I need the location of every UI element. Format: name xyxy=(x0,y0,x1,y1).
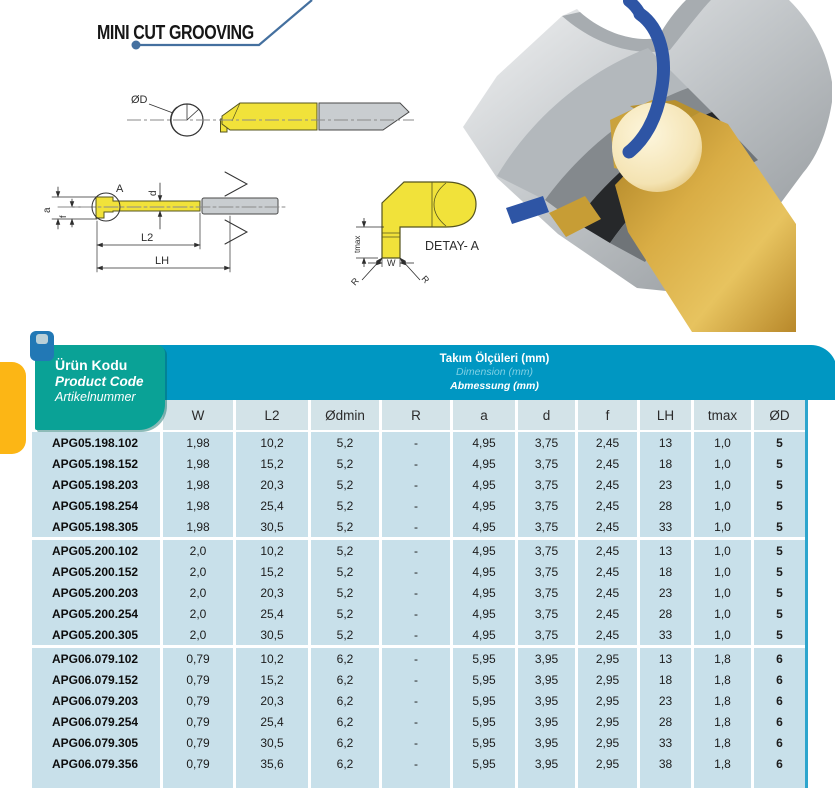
value-cell-tmax: 1,0 xyxy=(694,432,751,453)
value-cell-dmin: 5,2 xyxy=(311,495,379,516)
value-cell-d: 3,95 xyxy=(518,753,575,774)
value-cell-w: 2,0 xyxy=(163,582,233,603)
value-cell-l2: 10,2 xyxy=(236,432,308,453)
value-cell-lh: 23 xyxy=(640,690,691,711)
value-cell-tmax: 1,0 xyxy=(694,495,751,516)
value-cell-f: 2,45 xyxy=(578,540,637,561)
filler-cell xyxy=(32,774,160,788)
value-cell-l2: 20,3 xyxy=(236,474,308,495)
value-cell-d: 3,75 xyxy=(518,516,575,537)
value-cell-w: 2,0 xyxy=(163,561,233,582)
value-cell-d: 6 xyxy=(754,753,805,774)
value-cell-w: 0,79 xyxy=(163,753,233,774)
value-cell-lh: 28 xyxy=(640,711,691,732)
value-cell-d: 5 xyxy=(754,540,805,561)
value-cell-w: 0,79 xyxy=(163,732,233,753)
r-dim-label-right: R xyxy=(419,273,432,286)
value-cell-a: 5,95 xyxy=(453,711,515,732)
value-cell-dmin: 6,2 xyxy=(311,732,379,753)
column-header-lh: LH xyxy=(640,400,691,430)
orange-side-tab xyxy=(0,362,26,454)
value-cell-a: 4,95 xyxy=(453,582,515,603)
value-cell-l2: 10,2 xyxy=(236,540,308,561)
value-cell-lh: 23 xyxy=(640,582,691,603)
value-cell-w: 1,98 xyxy=(163,453,233,474)
tmax-dim-label: tmax xyxy=(353,235,362,253)
value-cell-dmin: 5,2 xyxy=(311,432,379,453)
value-cell-d: 3,75 xyxy=(518,432,575,453)
value-cell-l2: 25,4 xyxy=(236,711,308,732)
value-cell-f: 2,95 xyxy=(578,690,637,711)
value-cell-f: 2,95 xyxy=(578,711,637,732)
tool-side-view xyxy=(127,94,414,136)
table-row xyxy=(32,624,805,645)
table-row xyxy=(32,732,805,753)
value-cell-w: 2,0 xyxy=(163,624,233,645)
product-code: APG06.079.356 xyxy=(32,753,160,774)
d-dim-label: d xyxy=(148,190,159,196)
value-cell-r: - xyxy=(382,453,450,474)
value-cell-a: 4,95 xyxy=(453,474,515,495)
product-code-header xyxy=(35,345,165,430)
value-cell-d: 5 xyxy=(754,582,805,603)
filler-cell xyxy=(518,774,575,788)
table-row xyxy=(32,453,805,474)
column-header-a: a xyxy=(453,400,515,430)
value-cell-r: - xyxy=(382,432,450,453)
value-cell-f: 2,45 xyxy=(578,516,637,537)
table-row xyxy=(32,603,805,624)
od-label: ØD xyxy=(131,94,148,106)
table-row xyxy=(32,540,805,561)
value-cell-d: 3,95 xyxy=(518,732,575,753)
value-cell-l2: 25,4 xyxy=(236,495,308,516)
value-cell-d: 6 xyxy=(754,711,805,732)
value-cell-lh: 18 xyxy=(640,561,691,582)
value-cell-a: 5,95 xyxy=(453,669,515,690)
value-cell-a: 4,95 xyxy=(453,453,515,474)
value-cell-a: 4,95 xyxy=(453,540,515,561)
value-cell-d: 6 xyxy=(754,732,805,753)
value-cell-f: 2,45 xyxy=(578,432,637,453)
value-cell-d: 5 xyxy=(754,453,805,474)
value-cell-r: - xyxy=(382,474,450,495)
value-cell-tmax: 1,8 xyxy=(694,753,751,774)
value-cell-l2: 20,3 xyxy=(236,582,308,603)
value-cell-tmax: 1,8 xyxy=(694,732,751,753)
value-cell-d: 5 xyxy=(754,603,805,624)
product-code: APG06.079.203 xyxy=(32,690,160,711)
value-cell-r: - xyxy=(382,624,450,645)
value-cell-d: 3,95 xyxy=(518,669,575,690)
value-cell-lh: 33 xyxy=(640,624,691,645)
value-cell-dmin: 6,2 xyxy=(311,669,379,690)
value-cell-l2: 35,6 xyxy=(236,753,308,774)
column-header-l2: L2 xyxy=(236,400,308,430)
value-cell-lh: 13 xyxy=(640,540,691,561)
value-cell-tmax: 1,0 xyxy=(694,561,751,582)
value-cell-dmin: 5,2 xyxy=(311,540,379,561)
table-right-border xyxy=(805,400,808,788)
filler-cell xyxy=(578,774,637,788)
product-code-header-en: Product Code xyxy=(55,373,144,389)
value-cell-d: 5 xyxy=(754,624,805,645)
value-cell-dmin: 6,2 xyxy=(311,753,379,774)
value-cell-a: 4,95 xyxy=(453,432,515,453)
product-table xyxy=(32,335,812,788)
bookmark-icon xyxy=(30,331,54,361)
value-cell-l2: 30,5 xyxy=(236,516,308,537)
value-cell-d: 5 xyxy=(754,561,805,582)
value-cell-a: 5,95 xyxy=(453,648,515,669)
value-cell-w: 1,98 xyxy=(163,516,233,537)
table-row xyxy=(32,561,805,582)
value-cell-tmax: 1,8 xyxy=(694,711,751,732)
value-cell-lh: 13 xyxy=(640,648,691,669)
filler-cell xyxy=(754,774,805,788)
value-cell-d: 6 xyxy=(754,690,805,711)
lh-dim-label: LH xyxy=(155,255,170,267)
filler-cell xyxy=(311,774,379,788)
product-code: APG05.198.254 xyxy=(32,495,160,516)
filler-cell xyxy=(382,774,450,788)
product-code: APG06.079.152 xyxy=(32,669,160,690)
filler-cell xyxy=(694,774,751,788)
value-cell-r: - xyxy=(382,561,450,582)
f-dim-label: f xyxy=(58,215,68,218)
value-cell-r: - xyxy=(382,603,450,624)
value-cell-dmin: 5,2 xyxy=(311,516,379,537)
value-cell-dmin: 5,2 xyxy=(311,603,379,624)
callout-a-label: A xyxy=(116,183,124,195)
column-header-f: f xyxy=(578,400,637,430)
value-cell-d: 3,75 xyxy=(518,540,575,561)
value-cell-r: - xyxy=(382,669,450,690)
value-cell-f: 2,45 xyxy=(578,453,637,474)
value-cell-a: 4,95 xyxy=(453,495,515,516)
value-cell-tmax: 1,0 xyxy=(694,453,751,474)
product-code: APG05.198.203 xyxy=(32,474,160,495)
value-cell-l2: 25,4 xyxy=(236,603,308,624)
value-cell-tmax: 1,0 xyxy=(694,474,751,495)
product-code: APG05.200.254 xyxy=(32,603,160,624)
value-cell-d: 3,75 xyxy=(518,624,575,645)
value-cell-f: 2,45 xyxy=(578,561,637,582)
value-cell-f: 2,45 xyxy=(578,495,637,516)
value-cell-lh: 33 xyxy=(640,516,691,537)
value-cell-dmin: 6,2 xyxy=(311,711,379,732)
product-code-header-tr: Ürün Kodu xyxy=(55,357,128,373)
dimensions-header-en: Dimension (mm) xyxy=(455,366,533,379)
table-filler-row xyxy=(32,774,805,788)
value-cell-d: 3,75 xyxy=(518,603,575,624)
value-cell-tmax: 1,8 xyxy=(694,690,751,711)
value-cell-lh: 23 xyxy=(640,474,691,495)
table-row xyxy=(32,516,805,537)
value-cell-d: 6 xyxy=(754,669,805,690)
value-cell-w: 2,0 xyxy=(163,603,233,624)
column-header-d: d xyxy=(518,400,575,430)
column-header-tmax: tmax xyxy=(694,400,751,430)
value-cell-d: 5 xyxy=(754,495,805,516)
product-code: APG06.079.102 xyxy=(32,648,160,669)
table-row xyxy=(32,582,805,603)
value-cell-lh: 13 xyxy=(640,432,691,453)
product-code: APG05.200.102 xyxy=(32,540,160,561)
value-cell-d: 6 xyxy=(754,648,805,669)
value-cell-f: 2,45 xyxy=(578,624,637,645)
value-cell-r: - xyxy=(382,648,450,669)
value-cell-d: 3,75 xyxy=(518,453,575,474)
value-cell-lh: 38 xyxy=(640,753,691,774)
value-cell-tmax: 1,0 xyxy=(694,540,751,561)
filler-cell xyxy=(163,774,233,788)
product-code: APG05.200.305 xyxy=(32,624,160,645)
value-cell-lh: 18 xyxy=(640,453,691,474)
value-cell-tmax: 1,0 xyxy=(694,582,751,603)
value-cell-d: 5 xyxy=(754,516,805,537)
value-cell-f: 2,45 xyxy=(578,474,637,495)
value-cell-a: 5,95 xyxy=(453,753,515,774)
table-row xyxy=(32,648,805,669)
value-cell-f: 2,95 xyxy=(578,669,637,690)
table-row xyxy=(32,690,805,711)
value-cell-a: 4,95 xyxy=(453,516,515,537)
3d-render xyxy=(450,0,835,335)
value-cell-d: 3,95 xyxy=(518,711,575,732)
value-cell-l2: 15,2 xyxy=(236,453,308,474)
table-row xyxy=(32,711,805,732)
value-cell-tmax: 1,0 xyxy=(694,516,751,537)
r-dim-label-left: R xyxy=(349,275,361,288)
value-cell-w: 1,98 xyxy=(163,495,233,516)
tool-dimension-view xyxy=(42,172,285,272)
value-cell-dmin: 5,2 xyxy=(311,474,379,495)
value-cell-lh: 33 xyxy=(640,732,691,753)
filler-cell xyxy=(640,774,691,788)
dimensions-header-de: Abmessung (mm) xyxy=(450,379,539,392)
page-title: MINI CUT GROOVING xyxy=(97,22,254,44)
value-cell-w: 1,98 xyxy=(163,474,233,495)
value-cell-lh: 28 xyxy=(640,495,691,516)
value-cell-l2: 15,2 xyxy=(236,669,308,690)
product-code-header-de: Artikelnummer xyxy=(55,389,136,404)
product-code: APG06.079.305 xyxy=(32,732,160,753)
value-cell-f: 2,95 xyxy=(578,648,637,669)
value-cell-d: 5 xyxy=(754,432,805,453)
value-cell-a: 4,95 xyxy=(453,603,515,624)
value-cell-dmin: 5,2 xyxy=(311,561,379,582)
value-cell-tmax: 1,0 xyxy=(694,624,751,645)
value-cell-tmax: 1,0 xyxy=(694,603,751,624)
value-cell-w: 0,79 xyxy=(163,711,233,732)
table-row xyxy=(32,495,805,516)
value-cell-r: - xyxy=(382,690,450,711)
product-code: APG06.079.254 xyxy=(32,711,160,732)
value-cell-dmin: 5,2 xyxy=(311,624,379,645)
value-cell-d: 3,95 xyxy=(518,690,575,711)
value-cell-dmin: 5,2 xyxy=(311,453,379,474)
value-cell-tmax: 1,8 xyxy=(694,648,751,669)
value-cell-w: 0,79 xyxy=(163,690,233,711)
value-cell-d: 3,95 xyxy=(518,648,575,669)
table-row xyxy=(32,432,805,453)
value-cell-d: 3,75 xyxy=(518,582,575,603)
value-cell-r: - xyxy=(382,732,450,753)
value-cell-r: - xyxy=(382,711,450,732)
value-cell-r: - xyxy=(382,753,450,774)
value-cell-w: 2,0 xyxy=(163,540,233,561)
l2-dim-label: L2 xyxy=(141,232,154,244)
product-code: APG05.198.305 xyxy=(32,516,160,537)
value-cell-r: - xyxy=(382,540,450,561)
value-cell-l2: 15,2 xyxy=(236,561,308,582)
value-cell-dmin: 6,2 xyxy=(311,690,379,711)
detail-view-title: DETAY- A xyxy=(425,239,479,253)
value-cell-dmin: 5,2 xyxy=(311,582,379,603)
product-code: APG05.198.152 xyxy=(32,453,160,474)
product-code: APG05.198.102 xyxy=(32,432,160,453)
value-cell-w: 1,98 xyxy=(163,432,233,453)
technical-drawing xyxy=(20,80,520,305)
value-cell-a: 4,95 xyxy=(453,624,515,645)
value-cell-lh: 28 xyxy=(640,603,691,624)
value-cell-w: 0,79 xyxy=(163,648,233,669)
value-cell-r: - xyxy=(382,582,450,603)
value-cell-r: - xyxy=(382,516,450,537)
value-cell-l2: 20,3 xyxy=(236,690,308,711)
table-row xyxy=(32,753,805,774)
value-cell-w: 0,79 xyxy=(163,669,233,690)
value-cell-f: 2,45 xyxy=(578,582,637,603)
w-dim-label: W xyxy=(387,258,396,268)
a-dim-label: a xyxy=(42,207,53,213)
value-cell-l2: 10,2 xyxy=(236,648,308,669)
value-cell-f: 2,95 xyxy=(578,732,637,753)
table-row xyxy=(32,669,805,690)
value-cell-d: 3,75 xyxy=(518,561,575,582)
value-cell-a: 5,95 xyxy=(453,732,515,753)
value-cell-a: 5,95 xyxy=(453,690,515,711)
value-cell-r: - xyxy=(382,495,450,516)
dimensions-header xyxy=(152,345,835,400)
value-cell-lh: 18 xyxy=(640,669,691,690)
column-header-dmin: Ødmin xyxy=(311,400,379,430)
value-cell-f: 2,45 xyxy=(578,603,637,624)
dimensions-header-tr: Takım Ölçüleri (mm) xyxy=(439,353,550,365)
value-cell-dmin: 6,2 xyxy=(311,648,379,669)
filler-cell xyxy=(236,774,308,788)
value-cell-l2: 30,5 xyxy=(236,624,308,645)
value-cell-a: 4,95 xyxy=(453,561,515,582)
value-cell-d: 5 xyxy=(754,474,805,495)
column-header-r: R xyxy=(382,400,450,430)
value-cell-d: 3,75 xyxy=(518,474,575,495)
column-header-w: W xyxy=(163,400,233,430)
value-cell-f: 2,95 xyxy=(578,753,637,774)
filler-cell xyxy=(453,774,515,788)
table-row xyxy=(32,474,805,495)
value-cell-d: 3,75 xyxy=(518,495,575,516)
value-cell-l2: 30,5 xyxy=(236,732,308,753)
table-rows xyxy=(32,432,805,788)
product-code: APG05.200.203 xyxy=(32,582,160,603)
product-code: APG05.200.152 xyxy=(32,561,160,582)
column-header-d: ØD xyxy=(754,400,805,430)
value-cell-tmax: 1,8 xyxy=(694,669,751,690)
